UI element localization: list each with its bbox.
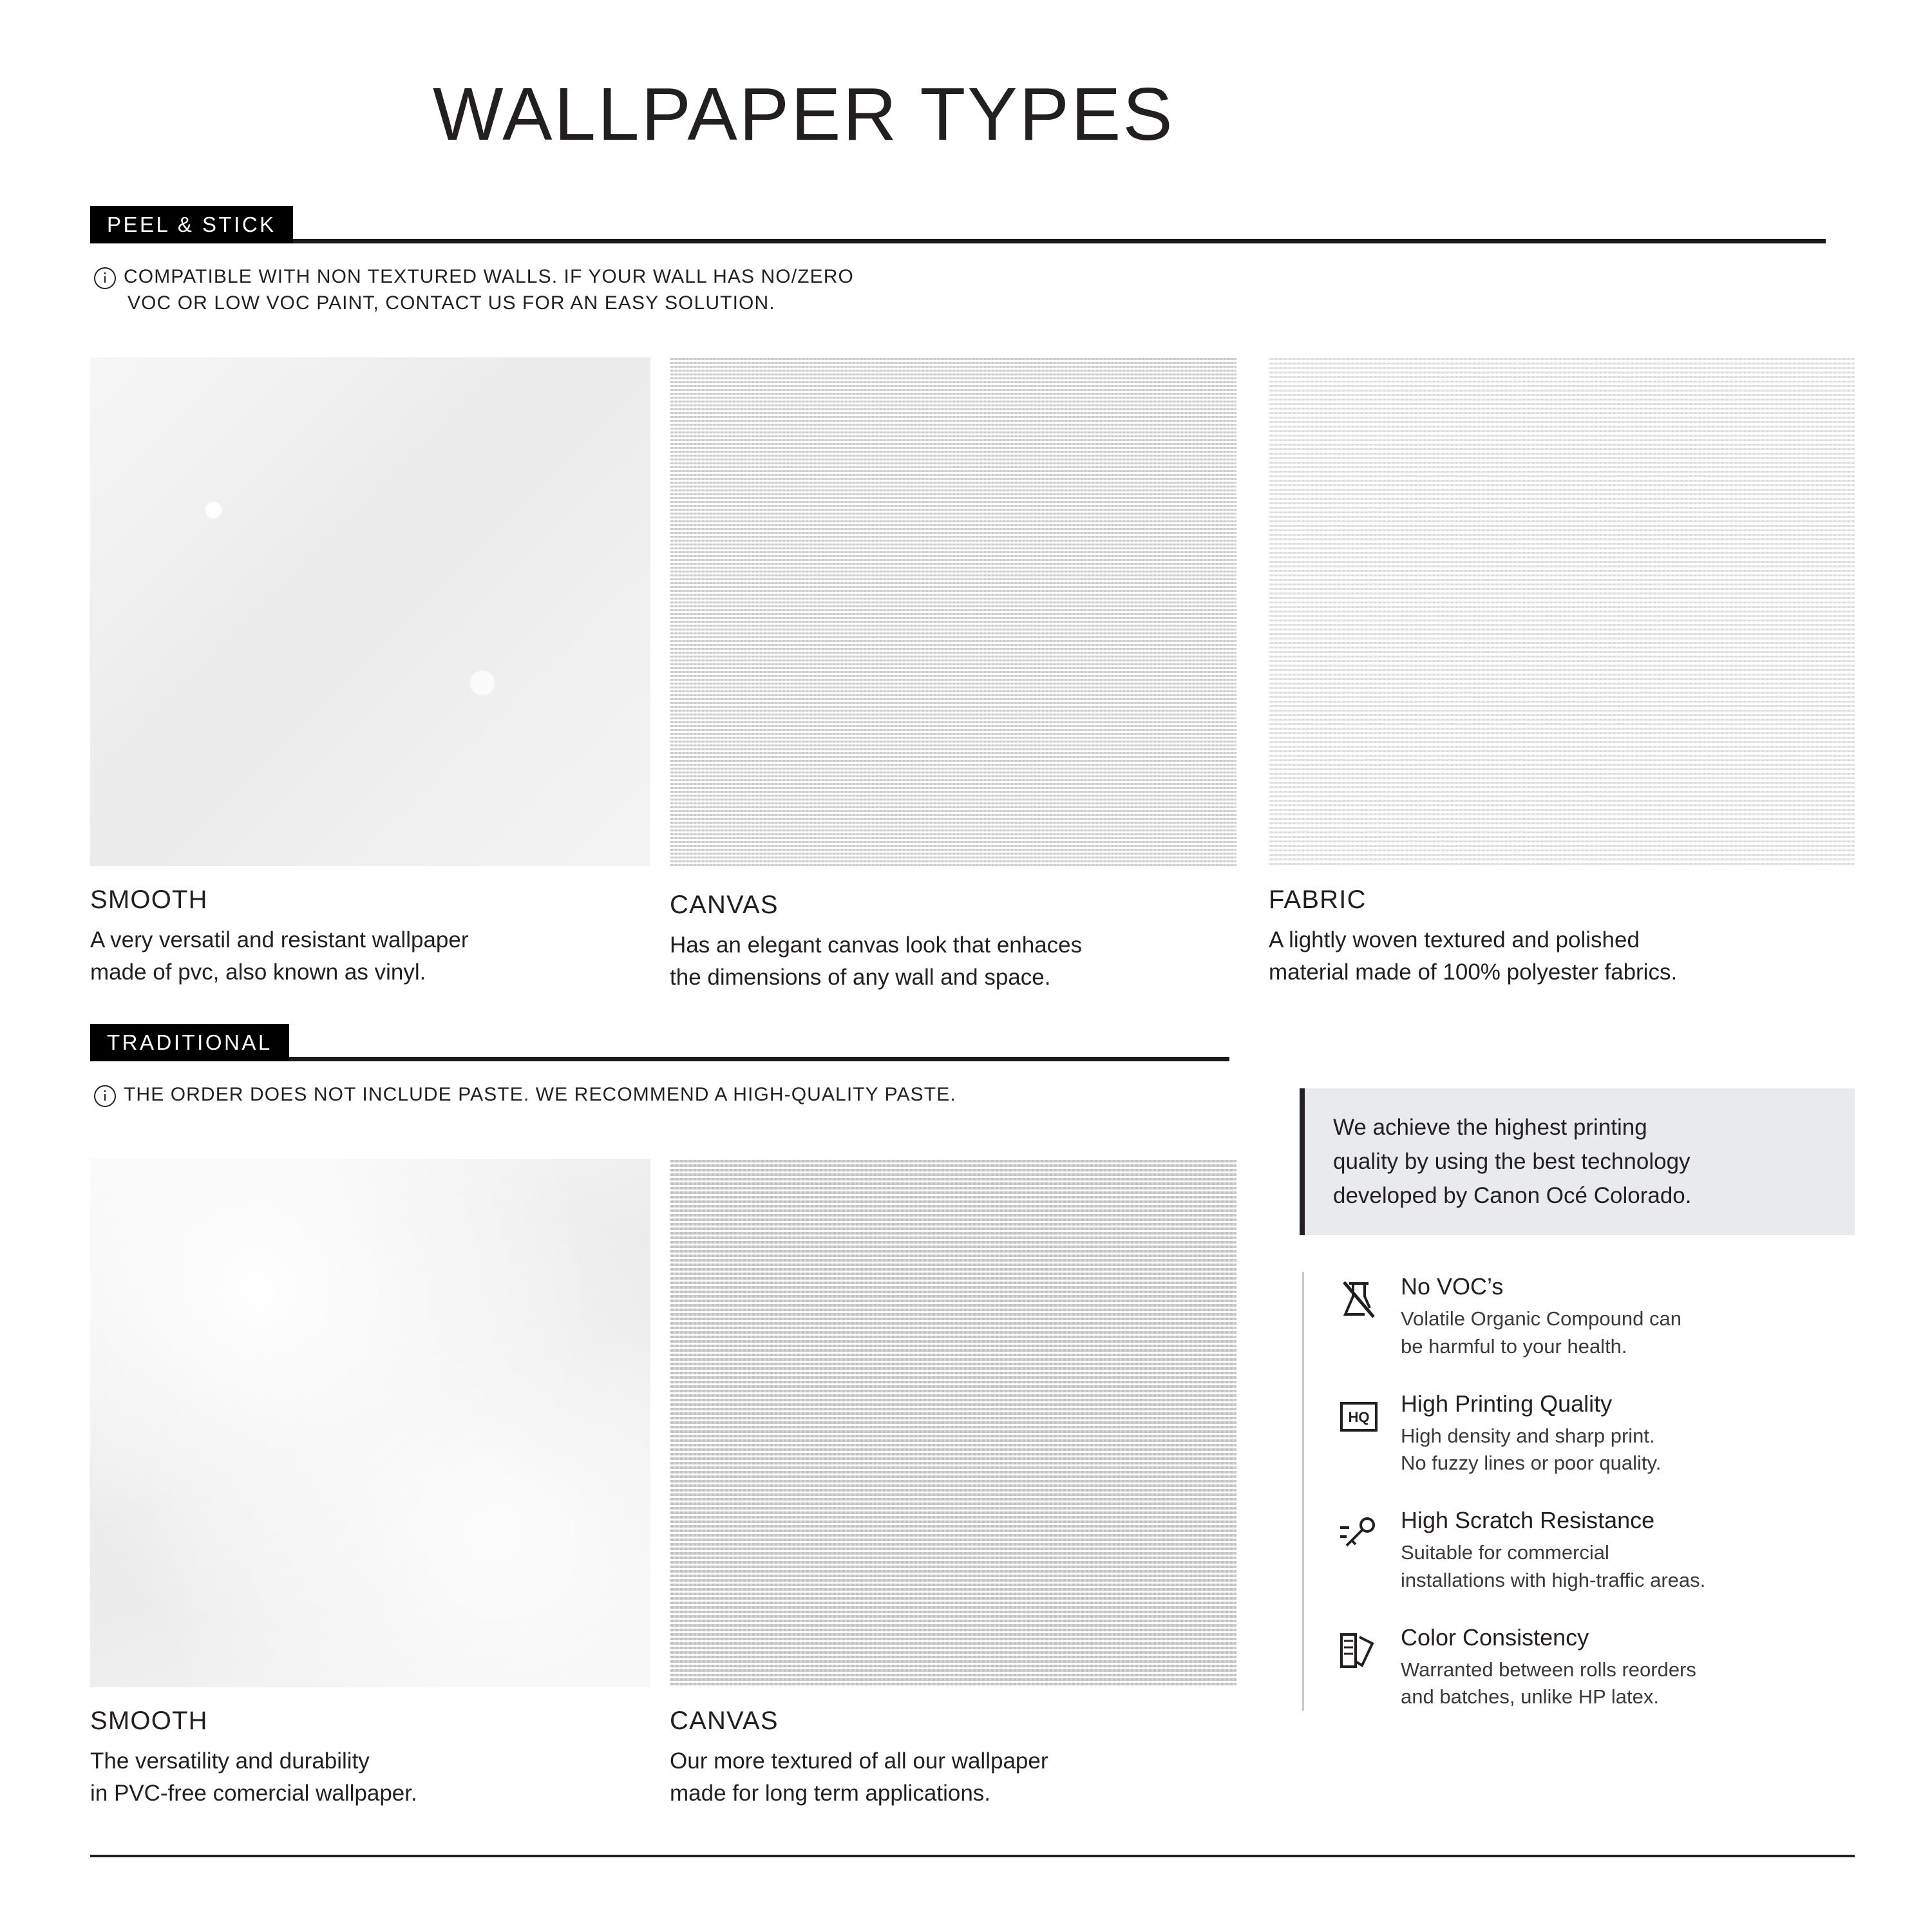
section-header-traditional [90,1024,1229,1061]
feature-body-line-1: Suitable for commercial [1401,1541,1609,1564]
caption-title-peel-fabric: FABRIC [1269,886,1367,914]
scratch-resistance-icon [1334,1508,1384,1558]
info-icon [94,1085,116,1107]
color-consistency-icon [1334,1625,1384,1676]
feature-high-printing-quality [1304,1389,1858,1506]
feature-high-scratch-resistance [1304,1506,1858,1623]
caption-body-line-2: material made of 100% polyester fabrics. [1269,959,1678,985]
section-tag-traditional: TRADITIONAL [90,1024,289,1061]
swatch-trad-canvas [670,1159,1236,1687]
section-divider [293,239,1826,243]
feature-body [1401,1539,1705,1595]
caption-body-line-2: in PVC-free comercial wallpaper. [90,1780,417,1806]
feature-color-consistency [1304,1623,1858,1712]
caption-title-peel-smooth: SMOOTH [90,886,208,914]
feature-body-line-2: No fuzzy lines or poor quality. [1401,1452,1662,1475]
note-peel-stick [94,264,1189,316]
section-header-peel-stick [90,206,1855,243]
quality-callout-text [1305,1088,1717,1235]
swatch-trad-smooth [90,1159,650,1687]
swatch-peel-fabric [1269,357,1855,866]
swatch-peel-canvas [670,357,1236,866]
feature-body-line-1: Volatile Organic Compound can [1401,1307,1681,1330]
section-divider [289,1057,1229,1061]
accent-bar [1300,1088,1305,1235]
caption-body-peel-smooth [90,924,638,988]
quote-line-2: quality by using the best technology [1333,1149,1690,1175]
caption-body-line-1: A very versatil and resistant wallpaper [90,927,469,952]
feature-list [1302,1272,1858,1711]
feature-heading: Color Consistency [1401,1624,1589,1651]
feature-heading: High Printing Quality [1401,1390,1613,1417]
caption-body-line-1: The versatility and durability [90,1748,370,1774]
feature-body-line-1: Warranted between rolls reorders [1401,1658,1696,1681]
feature-heading: High Scratch Resistance [1401,1507,1655,1534]
quote-line-1: We achieve the highest printing [1333,1115,1647,1140]
quote-line-3: developed by Canon Océ Colorado. [1333,1183,1692,1209]
note-traditional [94,1082,1189,1108]
caption-body-trad-canvas [670,1745,1249,1809]
swatch-peel-smooth [90,357,650,866]
feature-body-line-2: installations with high-traffic areas. [1401,1568,1706,1591]
feature-body [1401,1305,1681,1361]
footer-divider [90,1855,1855,1857]
section-tag-peel-stick: PEEL & STICK [90,206,293,243]
hq-print-icon [1334,1392,1384,1442]
note-line-1: COMPATIBLE WITH NON TEXTURED WALLS. IF YOUR WALL HAS NO/ZERO [124,266,854,287]
quality-callout [1300,1088,1855,1235]
caption-body-peel-canvas [670,929,1249,993]
feature-heading: No VOC’s [1401,1273,1504,1300]
info-icon [94,267,116,289]
note-line-2: VOC OR LOW VOC PAINT, CONTACT US FOR AN EASY SOLUTION. [128,292,775,314]
feature-body-line-2: and batches, unlike HP latex. [1401,1685,1659,1709]
feature-body [1401,1423,1661,1478]
feature-body [1401,1656,1696,1712]
caption-body-line-2: the dimensions of any wall and space. [670,964,1051,990]
caption-title-trad-smooth: SMOOTH [90,1707,208,1735]
caption-body-trad-smooth [90,1745,638,1809]
page-title: WALLPAPER TYPES [433,72,1175,156]
caption-body-line-2: made of pvc, also known as vinyl. [90,959,426,985]
caption-body-line-1: A lightly woven textured and polished [1269,927,1640,952]
no-voc-icon [1334,1274,1384,1325]
note-line-1: THE ORDER DOES NOT INCLUDE PASTE. WE RECOMMEND A HIGH-QUALITY PASTE. [124,1084,956,1105]
caption-title-peel-canvas: CANVAS [670,891,779,919]
feature-no-voc [1304,1272,1858,1389]
feature-body-line-2: be harmful to your health. [1401,1334,1627,1358]
caption-title-trad-canvas: CANVAS [670,1707,779,1735]
feature-body-line-1: High density and sharp print. [1401,1424,1655,1447]
caption-body-peel-fabric [1269,924,1861,988]
caption-body-line-1: Has an elegant canvas look that enhaces [670,933,1083,958]
caption-body-line-2: made for long term applications. [670,1780,991,1806]
svg-text:HQ: HQ [1348,1408,1370,1425]
caption-body-line-1: Our more textured of all our wallpaper [670,1748,1048,1774]
